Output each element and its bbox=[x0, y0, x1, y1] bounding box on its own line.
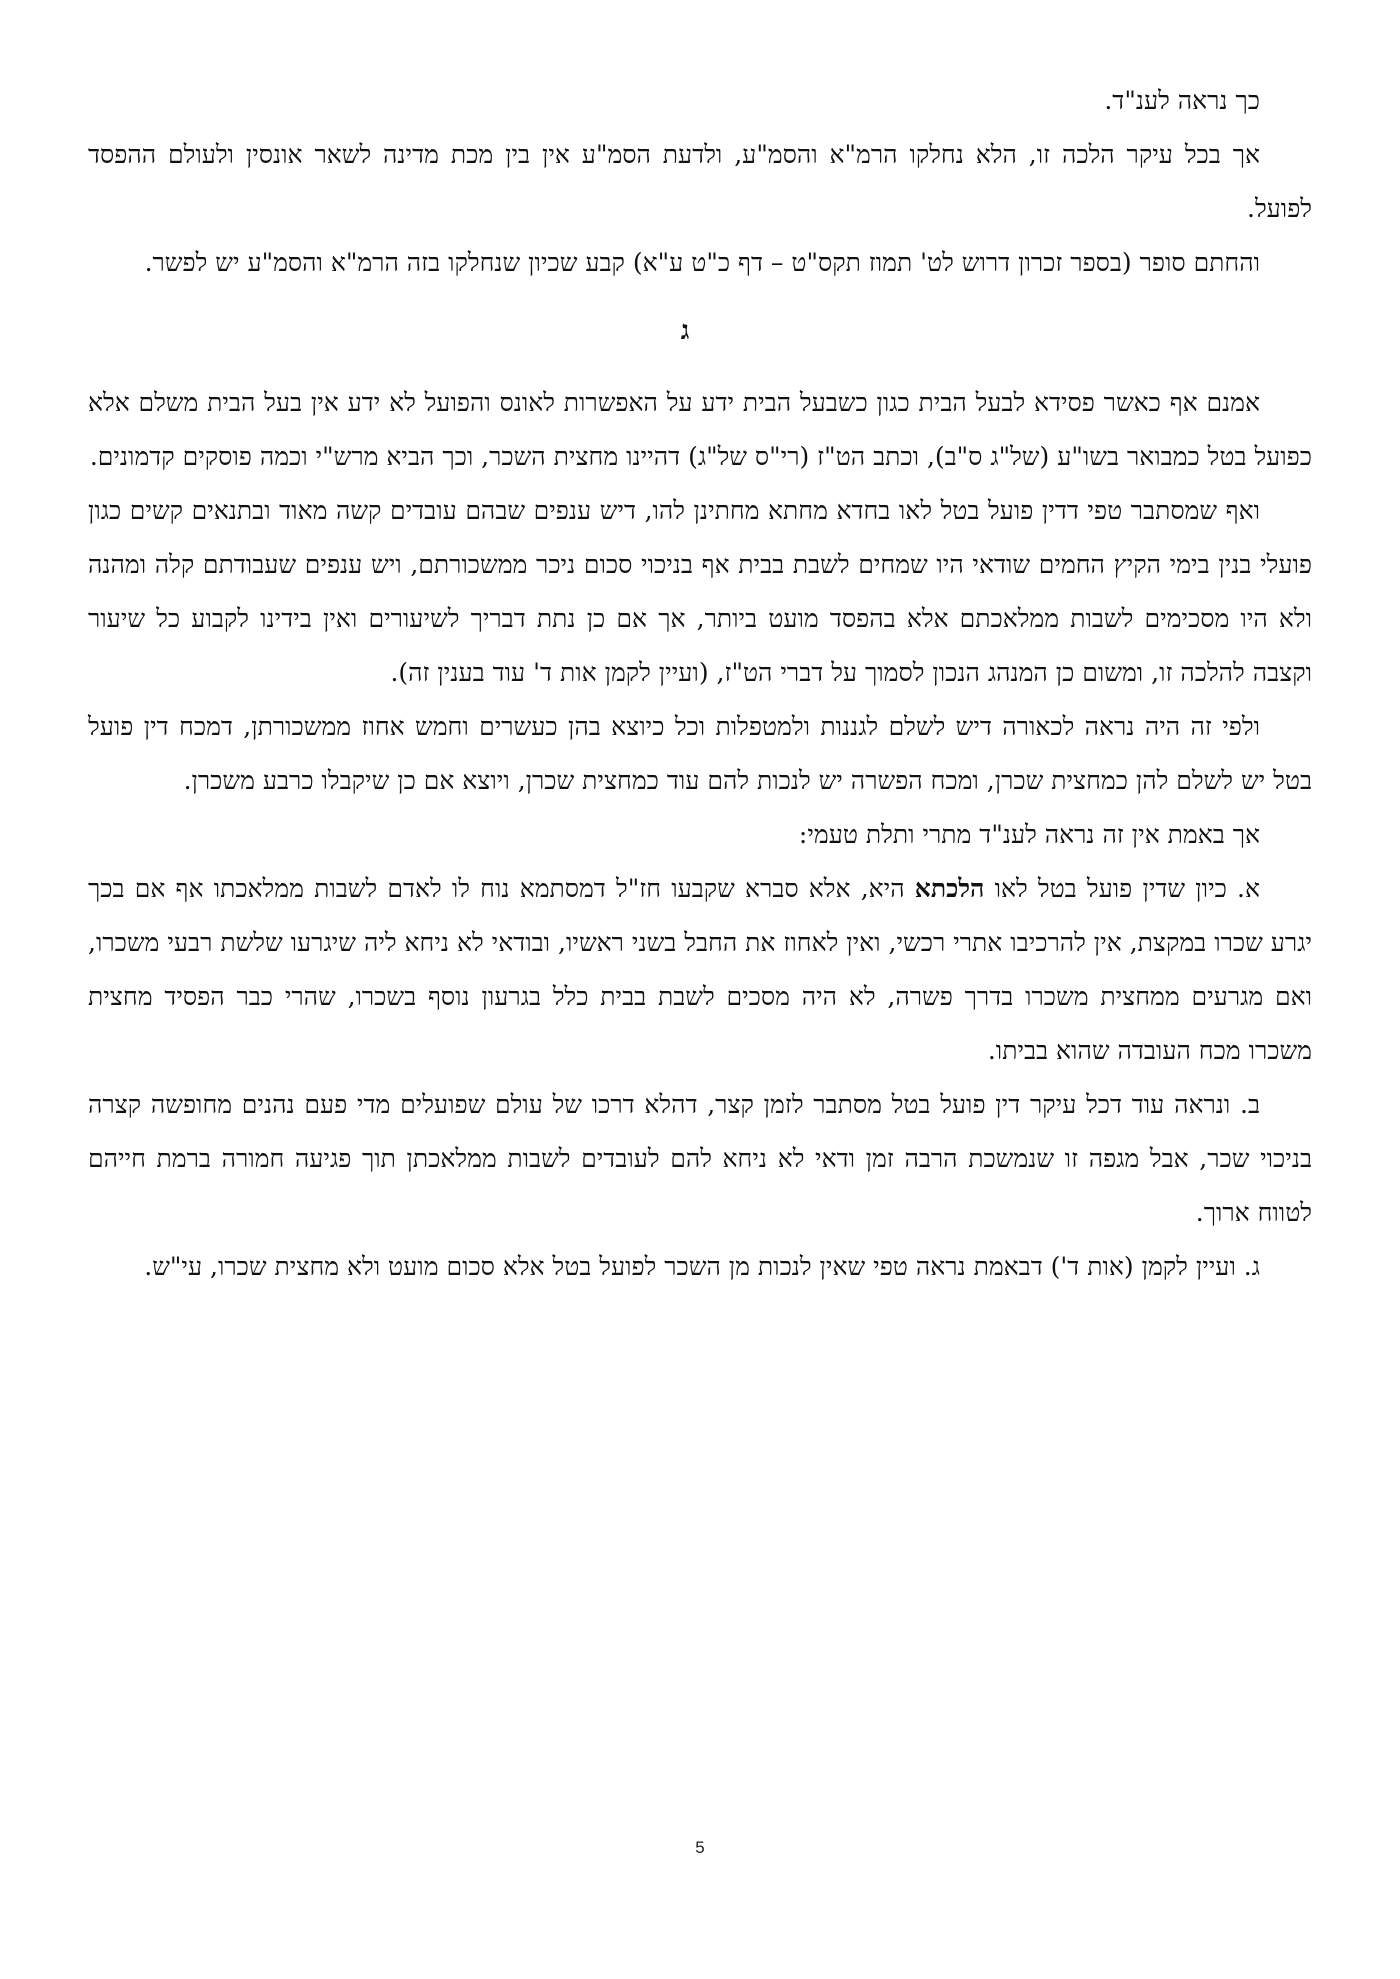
paragraph-reasons-intro: אך באמת אין זה נראה לענ"ד מתרי ותלת טעמי: bbox=[798, 820, 1260, 849]
paragraph-reason-alef bbox=[88, 862, 1312, 1078]
paragraph-rema-sma-dispute: אך בכל עיקר הלכה זו, הלא נחלקו הרמ"א והסמ"ע, ולדעת הסמ"ע אין בין מכת מדינה לשאר אונסין ולעולם ההפסד לפועל. bbox=[88, 140, 1312, 223]
paragraph-reason-bet: ב. ונראה עוד דכל עיקר דין פועל בטל מסתבר לזמן קצר, דהלא דרכו של עולם שפועלים מדי פעם נהנים מחופשה קצרה בניכוי שכר, אבל מגפה זו שנמשכת הרבה זמן ודאי לא ניחא להם לעובדים לשבות ממלאכתן תוך פגיעה חמורה ברמת חייהם לטווח ארוך. bbox=[88, 1090, 1312, 1227]
reason-alef-prefix: א. כיון שדין פועל בטל לאו bbox=[984, 874, 1260, 903]
paragraph-branches: ואף שמסתבר טפי דדין פועל בטל לאו בחדא מחתא מחתינן להו, דיש ענפים שבהם עובדים קשה מאוד ובתנאים קשים כגון פועלי בנין בימי הקיץ החמים שודאי היו שמחים לשבת בבית אף בניכוי סכום ניכר ממשכורתם, ויש ענפים שעבודתם קלה ומהנה ולא היו מסכימים לשבות ממלאכתם אלא בהפסד מועט ביותר, אך אם כן נתת דבריך לשיעורים ואין בידינו לקבוע כל שיעור וקצבה להלכה זו, ומשום כן המנהג הנכון לסמוך על דברי הט"ז, (ועיין לקמן אות ד' עוד בענין זה). bbox=[88, 496, 1312, 687]
paragraph-poel-batel: אמנם אף כאשר פסידא לבעל הבית כגון כשבעל הבית ידע על האפשרות לאונס והפועל לא ידע אין בעל הבית משלם אלא כפועל בטל כמבואר בשו"ע (של"ג ס"ב), וכתב הט"ז (רי"ס של"ג) דהיינו מחצית השכר, וכך הביא מרש"י וכמה פוסקים קדמונים. bbox=[88, 388, 1312, 471]
reason-alef-suffix: היא, אלא סברא שקבעו חז"ל דמסתמא נוח לו לאדם לשבות ממלאכתו אף אם בכך יגרע שכרו במקצת, אין להרכיבו אתרי רכשי, ואין לאחוז את החבל בשני ראשיו, ובודאי לא ניחא ליה שיגרעו שלשת רבעי משכרו, ואם מגרעים ממחצית משכרו בדרך פשרה, לא היה מסכים לשבת בבית כלל בגרעון נוסף בשכרו, שהרי כבר הפסיד מחצית משכרו מכח העובדה שהוא בביתו. bbox=[88, 874, 1312, 1065]
page-number: 5 bbox=[695, 1838, 705, 1857]
paragraph-conclusion: כך נראה לענ"ד. bbox=[1104, 86, 1260, 115]
paragraph-chatam-sofer: והחתם סופר (בספר זכרון דרוש לט' תמוז תקס"ט – דף כ"ט ע"א) קבע שכיון שנחלקו בזה הרמ"א והסמ"ע יש לפשר. bbox=[144, 248, 1260, 277]
section-heading: ג bbox=[680, 316, 690, 346]
reason-alef-bold-term: הלכתא bbox=[914, 874, 985, 903]
document-page bbox=[88, 74, 1312, 1294]
paragraph-reason-gimel: ג. ועיין לקמן (אות ד') דבאמת נראה טפי שאין לנכות מן השכר לפועל בטל אלא סכום מועט ולא מחצית שכרו, עי"ש. bbox=[144, 1252, 1260, 1281]
paragraph-kindergarten-teachers: ולפי זה היה נראה לכאורה דיש לשלם לגננות ולמטפלות וכל כיוצא בהן כעשרים וחמש אחוז ממשכורתן, דמכח דין פועל בטל יש לשלם להן כמחצית שכרן, ומכח הפשרה יש לנכות להם עוד כמחצית שכרן, ויוצא אם כן שיקבלו כרבע משכרן. bbox=[88, 712, 1312, 795]
